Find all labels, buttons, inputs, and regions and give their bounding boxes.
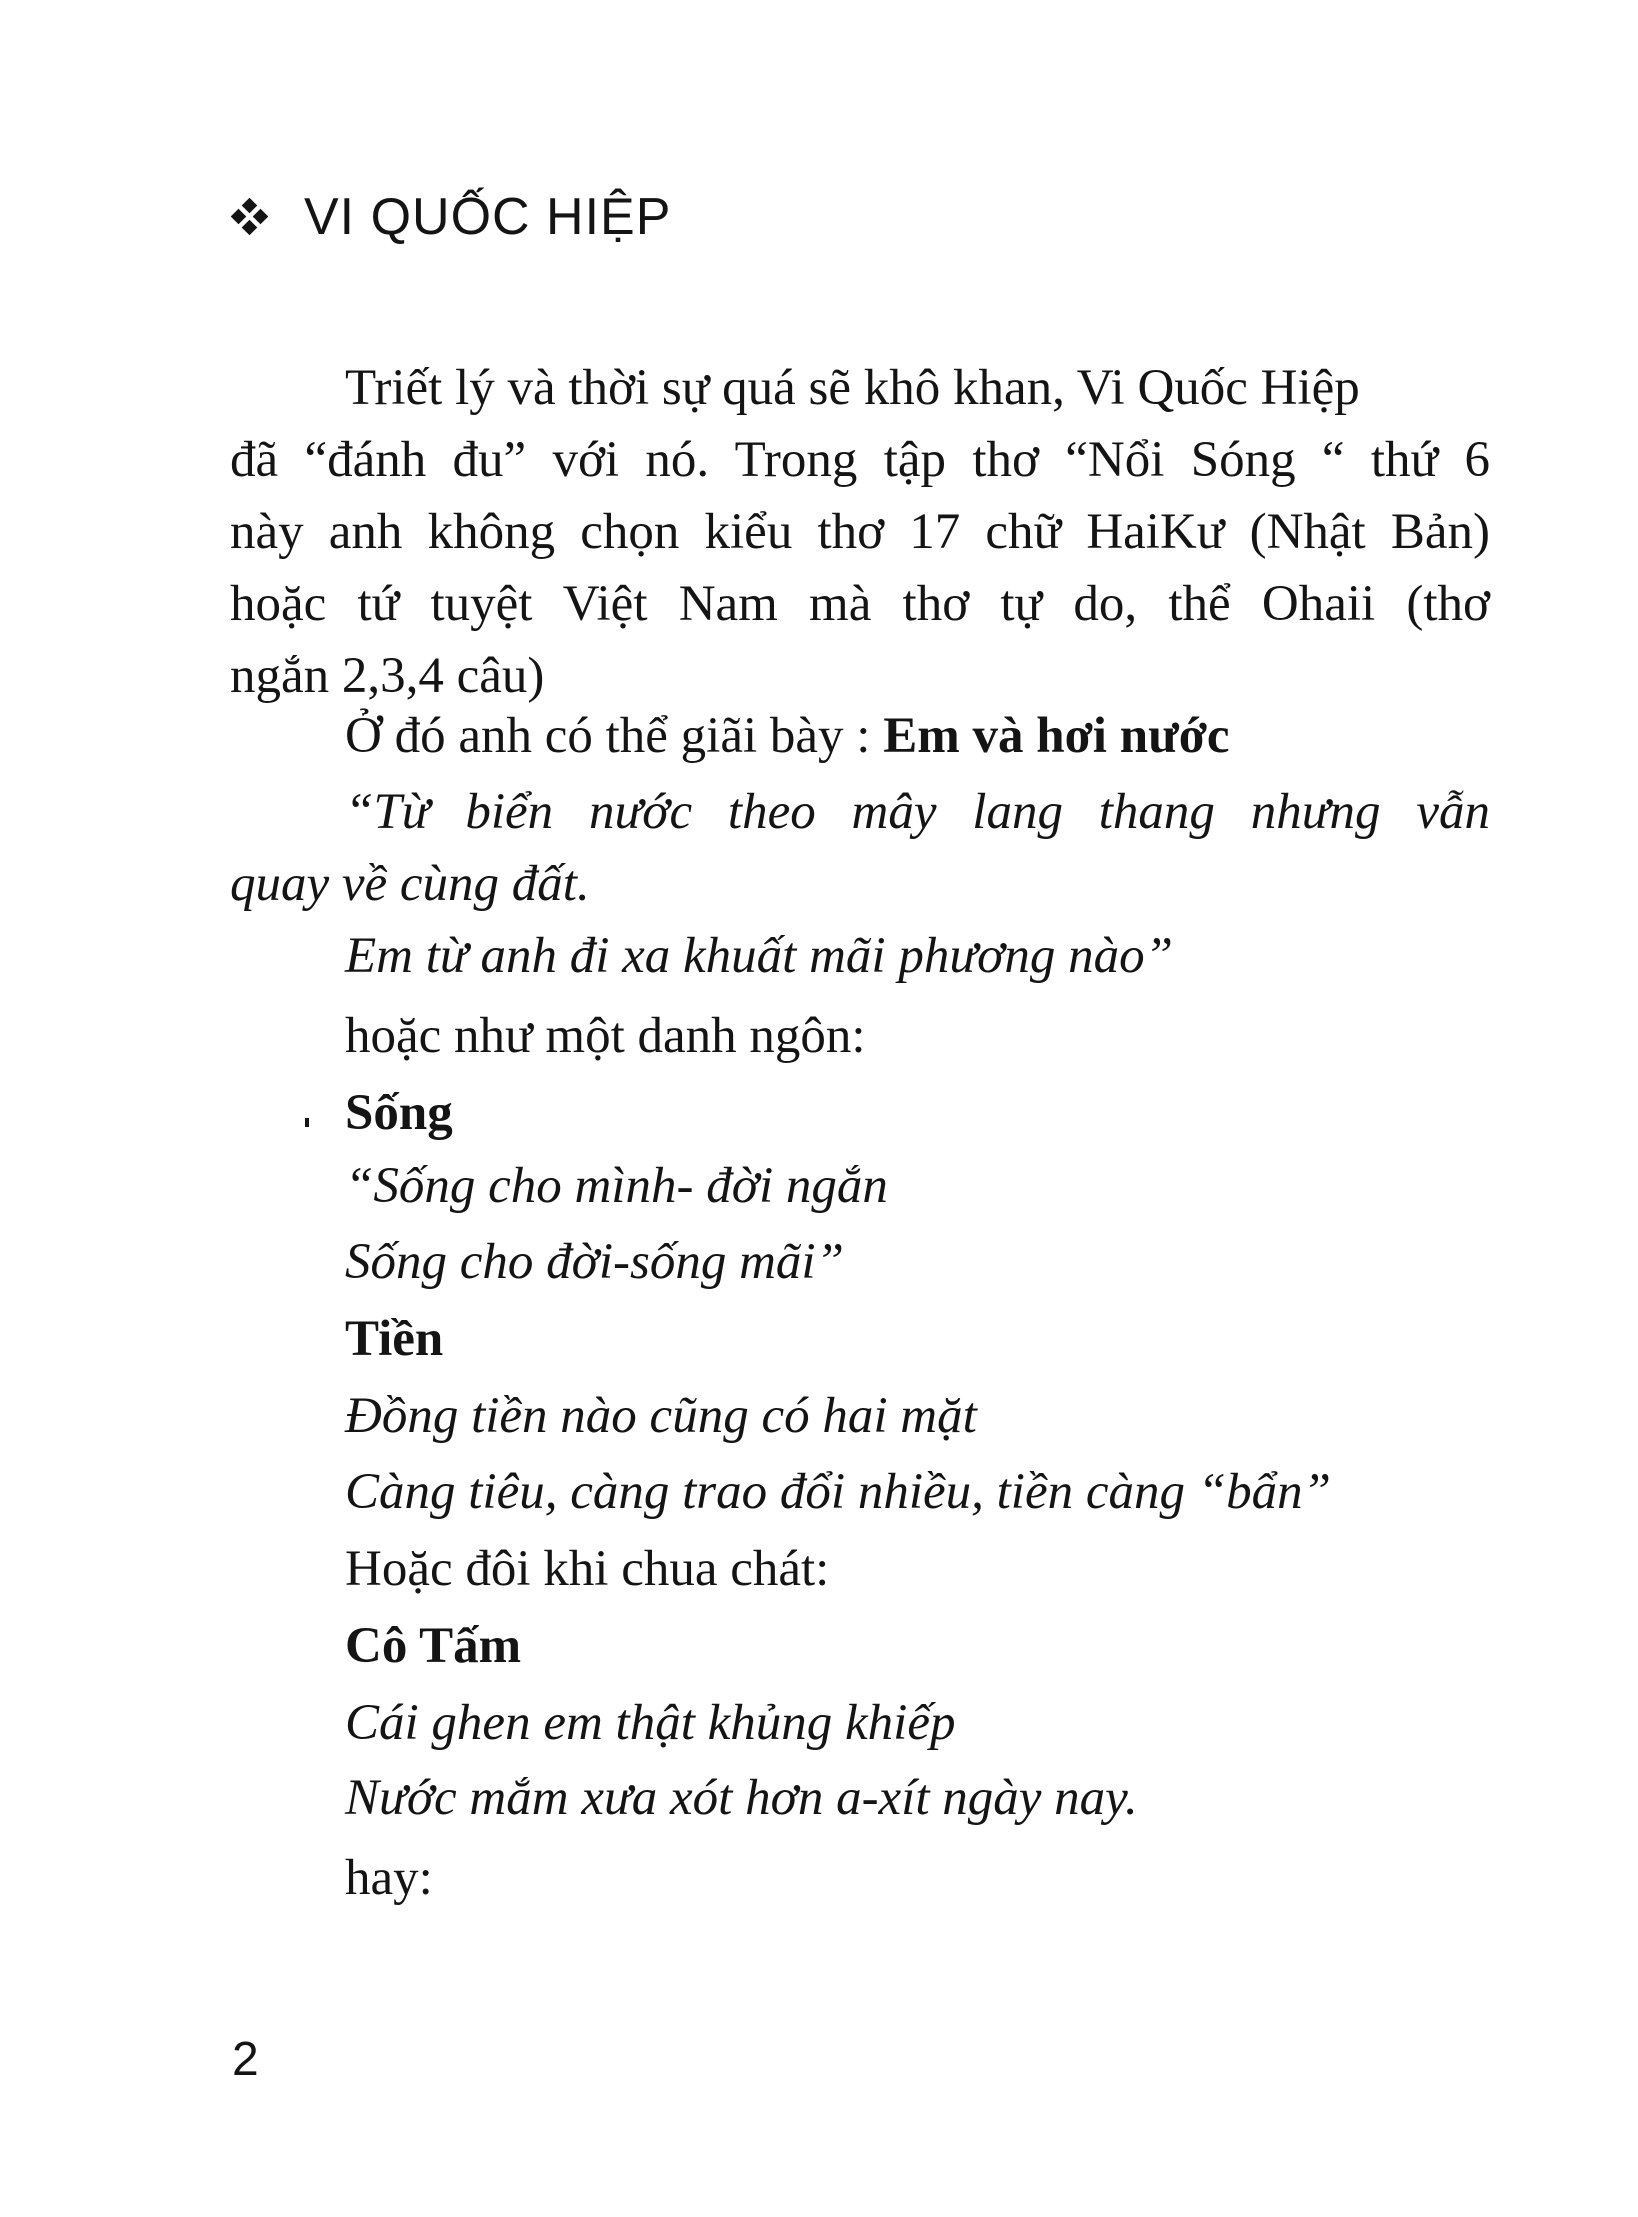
- intro-text: Ở đó anh có thể giãi bày :: [345, 708, 884, 764]
- chapter-header: [232, 182, 671, 252]
- poem-line: Càng tiêu, càng trao đổi nhiều, tiền càng “bẩn”: [345, 1464, 1331, 1520]
- poem-line: “Từ biển nước theo mây lang thang nhưng vẫn: [345, 784, 1490, 840]
- poem-title: Sống: [345, 1085, 453, 1141]
- transition-line: hoặc như một danh ngôn:: [345, 1008, 866, 1064]
- poem-title: Cô Tấm: [345, 1618, 522, 1674]
- paragraph-line: đã “đánh đu” với nó. Trong tập thơ “Nổi Sóng “ thứ 6: [230, 432, 1490, 488]
- poem-title: Em và hơi nước: [883, 708, 1230, 764]
- paragraph-line: ngắn 2,3,4 câu): [230, 648, 545, 704]
- stray-mark: [305, 1118, 309, 1127]
- poem-title: Tiền: [345, 1311, 444, 1367]
- paragraph-line: Triết lý và thời sự quá sẽ khô khan, Vi Quốc Hiệp: [345, 360, 1360, 416]
- page-number: 2: [232, 2033, 259, 2086]
- chapter-title: VI QUỐC HIỆP: [304, 188, 672, 246]
- transition-line: hay:: [345, 1850, 433, 1906]
- intro-line: [345, 700, 1230, 772]
- poem-line: Đồng tiền nào cũng có hai mặt: [345, 1388, 977, 1444]
- paragraph-line: này anh không chọn kiểu thơ 17 chữ HaiKư (Nhật Bản): [230, 504, 1490, 560]
- transition-line: Hoặc đôi khi chua chát:: [345, 1541, 830, 1597]
- paragraph-line: hoặc tứ tuyệt Việt Nam mà thơ tự do, thể Ohaii (thơ: [230, 576, 1490, 632]
- poem-line: quay về cùng đất.: [230, 856, 590, 912]
- poem-line: Sống cho đời-sống mãi”: [345, 1234, 844, 1290]
- poem-line: Nước mắm xưa xót hơn a-xít ngày nay.: [345, 1770, 1138, 1826]
- poem-line: Em từ anh đi xa khuất mãi phương nào”: [345, 928, 1173, 984]
- poem-line: Cái ghen em thật khủng khiếp: [345, 1695, 956, 1751]
- diamond-cluster-icon: [232, 199, 268, 235]
- poem-line: “Sống cho mình- đời ngắn: [345, 1158, 888, 1214]
